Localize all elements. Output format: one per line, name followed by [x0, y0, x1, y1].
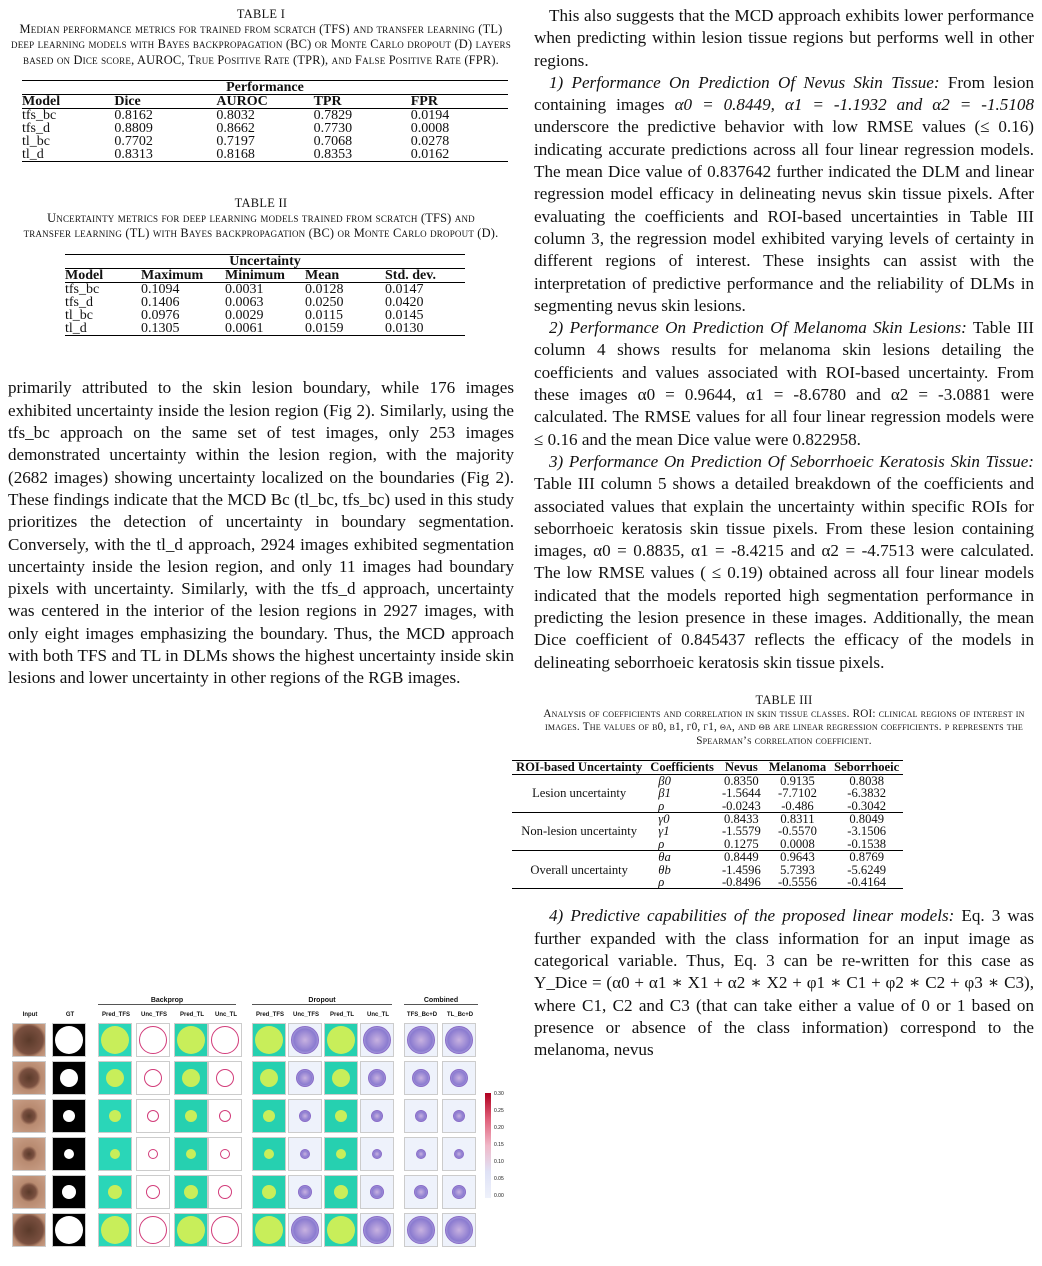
table-cell: -0.5556	[778, 874, 817, 889]
figure-cell-unc	[136, 1137, 170, 1171]
column-header: Dice	[114, 93, 141, 109]
figure-cell-pred	[252, 1175, 286, 1209]
table-cell: 0.7829	[313, 107, 353, 123]
figure-cell-pred	[324, 1099, 358, 1133]
table-cell: tl_d	[22, 146, 44, 162]
table2	[65, 254, 465, 336]
figure-cell-pred	[98, 1137, 132, 1171]
table-cell: 0.8769	[849, 850, 884, 865]
table-cell: 0.0976	[141, 308, 180, 324]
left-body-text: primarily attributed to the skin lesion boundary, while 176 images exhibited uncertainty inside the lesion region (Fig 2). Similarly, using the tfs_bc approach on the same set of test images, only 253 images demonstrated uncertainty within the lesion region, with the majority (2682 images) showing uncertainty localized on the boundaries (Fig 2). These findings indicate that the MCD Bc (tl_bc, tfs_bc) used in this study prioritizes the detection of uncertainty in boundary segmentation. Conversely, with the tl_d approach, 2924 images exhibited segmentation uncertainty inside the lesion region, and only 11 images had boundary pixels with uncertainty. Similarly, with the tfs_d approach, uncertainty was centered in the interior of the lesion regions in 2927 images, with only eight images emphasizing the boundary. Thus, the MCD approach with both TFS and TL in DLMs shows the highest uncertainty inside skin lesions and lower uncertainty in other regions of the RGB images.	[8, 378, 514, 688]
right-para-0: This also suggests that the MCD approach exhibits lower performance when predicting within lesion tissue regions but performs well in other regions.	[534, 6, 1034, 70]
table-row	[22, 135, 508, 148]
figure-group-header: Backprop	[98, 997, 236, 1005]
table-cell: 0.8662	[216, 120, 255, 136]
table-cell: 0.7702	[114, 133, 153, 149]
table-cell: 0.0029	[225, 308, 264, 324]
table-cell: 0.8433	[724, 811, 759, 826]
table-cell: tl_d	[65, 321, 87, 337]
table1-number: TABLE I	[236, 7, 286, 21]
figure-column-label: GT	[65, 1012, 75, 1018]
figure-column-label: Unc_TFS	[292, 1012, 319, 1018]
figure-cell-unc	[136, 1061, 170, 1095]
figure-cell-input	[12, 1061, 46, 1095]
table-cell: 0.8809	[114, 120, 153, 136]
figure-cell-input	[12, 1023, 46, 1057]
figure-cell-gt	[52, 1061, 86, 1095]
figure-cell-uncd	[288, 1099, 322, 1133]
table-cell: -1.5644	[721, 786, 761, 801]
table-cell: tfs_d	[65, 295, 93, 311]
table-cell: ρ	[658, 798, 665, 813]
figure-column-label: Pred_TFS	[101, 1012, 130, 1018]
table-cell: 0.7068	[313, 133, 353, 149]
figure-group-header: Dropout	[252, 997, 392, 1005]
figure-cell-pred	[324, 1061, 358, 1095]
figure-cell-uncd	[404, 1175, 438, 1209]
figure-cell-unc	[208, 1175, 242, 1209]
column-header: ROI-based Uncertainty	[516, 760, 643, 775]
figure-cell-pred	[98, 1175, 132, 1209]
table-row	[512, 774, 903, 787]
figure-column-label: TL_Bc+D	[446, 1012, 474, 1018]
column-header: Model	[22, 93, 61, 109]
figure-column-label: Unc_TFS	[140, 1012, 167, 1018]
table-cell: 0.8350	[724, 773, 759, 788]
table3-caption: Analysis of coefficients and correlation in skin tissue classes. ROI: clinical regions of interest in images. The values of β0, β1, γ0, γ1, θa, and θb are linear regression coefficients. ρ represents the Spearman’s correlation coefficient.	[543, 707, 1025, 747]
table-cell: 0.8162	[114, 107, 153, 123]
figure-cell-unc	[208, 1137, 242, 1171]
table-cell: 0.8168	[216, 146, 255, 162]
table-cell: β0	[658, 773, 671, 788]
column-header: Coefficients	[650, 760, 714, 775]
figure-cell-pred	[324, 1213, 358, 1247]
table-cell: 0.0147	[385, 282, 424, 298]
figure-cell-pred	[174, 1137, 208, 1171]
figure-cell-pred	[174, 1099, 208, 1133]
figure-column-label: Unc_TL	[214, 1012, 237, 1018]
table1	[22, 80, 508, 162]
figure-cell-uncd	[288, 1061, 322, 1095]
table-cell: tfs_d	[22, 120, 50, 136]
table-row	[22, 108, 508, 122]
table-group-header: Performance	[226, 79, 304, 95]
table2-number: TABLE II	[234, 195, 288, 210]
figure-cell-input	[12, 1213, 46, 1247]
figure-cell-uncd	[404, 1137, 438, 1171]
s3-text: Table III column 5 shows a detailed breakdown of the coefficients and associated values that explain the uncertainty within specific ROIs for seborrhoeic keratosis skin tissue pixels. From these lesion containing images, α0 = 0.8835, α1 = -8.4215 and α2 = -4.7513 were calculated. The low RMSE values ( ≤ 0.19) obtained across all four linear models indicated that the models reported high segmentation performance in predicting the lesion presence in these images. Additionally, the mean Dice coefficient of 0.845437 reflects the efficacy of the models in delineating seborrhoeic keratosis skin tissue pixels.	[534, 474, 1034, 672]
table-cell: 0.0194	[410, 107, 450, 123]
table3-number: TABLE III	[755, 692, 813, 707]
table-cell: 0.7730	[313, 120, 353, 136]
table-cell: 0.8313	[114, 146, 153, 162]
figure-cell-unc	[208, 1061, 242, 1095]
figure-cell-uncd	[404, 1099, 438, 1133]
figure-cell-input	[12, 1137, 46, 1171]
figure-cell-pred	[98, 1023, 132, 1057]
left-column	[8, 0, 514, 690]
table-cell: 0.7197	[216, 133, 255, 149]
figure-cell-gt	[52, 1099, 86, 1133]
table-cell: -0.1538	[847, 836, 887, 851]
figure-cell-input	[12, 1099, 46, 1133]
table-cell: θb	[658, 862, 671, 877]
figure-cell-pred	[174, 1213, 208, 1247]
s1-values: α0 = 0.8449, α1 = -1.1932 and α2 = -1.5108	[674, 95, 1034, 115]
figure-column-label: Input	[22, 1012, 38, 1018]
table-cell: -0.8496	[721, 874, 761, 889]
figure-cell-pred	[252, 1099, 286, 1133]
figure-column-label: Pred_TL	[329, 1012, 354, 1018]
table-row	[22, 148, 508, 162]
figure-group-header: Combined	[404, 997, 478, 1005]
table1-caption-block	[8, 7, 514, 68]
table-cell: 0.8032	[216, 107, 255, 123]
figure-column-label: TFS_Bc+D	[406, 1012, 438, 1018]
figure-cell-uncd	[288, 1175, 322, 1209]
figure-cell-pred	[252, 1061, 286, 1095]
table-cell: 0.8049	[849, 811, 884, 826]
column-header: Mean	[305, 268, 340, 284]
figure-cell-pred	[324, 1023, 358, 1057]
figure-cell-uncd	[404, 1061, 438, 1095]
figure-cell-pred	[252, 1213, 286, 1247]
section-2-heading: 2) Performance On Prediction Of Melanoma Skin Lesions:	[549, 318, 967, 338]
column-header: Seborrhoeic	[834, 760, 900, 775]
s1-text-b: underscore the predictive behavior with low RMSE values (≤ 0.16) indicating accurate predictions across all four linear regression models. The mean Dice value of 0.837642 further indicated the DLM and linear regression model efficacy in delineating nevus skin tissue pixels. After evaluating the coefficients and ROI-based uncertainties in Table III column 3, the regression model exhibited varying levels of certainty in different regions of interest. These insights can assist with the interpretation of predictive performance and the reliability of DLMs in segmenting nevus skin lesions.	[534, 117, 1034, 315]
table-cell: 0.9135	[780, 773, 815, 788]
table-cell: 0.0128	[305, 282, 344, 298]
column-header: Maximum	[141, 268, 204, 284]
figure-cell-unc	[208, 1023, 242, 1057]
column-header: AUROC	[216, 93, 268, 109]
figure-cell-gt	[52, 1213, 86, 1247]
table-cell: 0.1094	[141, 282, 180, 298]
table-cell: ρ	[658, 836, 665, 851]
table-cell: 0.1275	[724, 836, 759, 851]
table3	[512, 760, 903, 889]
figure-cell-uncd	[442, 1023, 476, 1057]
column-header: Std. dev.	[385, 268, 436, 284]
figure-cell-gt	[52, 1023, 86, 1057]
table-cell: 0.0115	[305, 308, 343, 324]
table-row	[65, 283, 465, 297]
figure-cell-pred	[174, 1061, 208, 1095]
figure-cell-pred	[174, 1175, 208, 1209]
table-cell: 0.9643	[780, 850, 815, 865]
table-cell: -3.1506	[847, 824, 887, 839]
table-cell: 5.7393	[780, 862, 815, 877]
table-cell: tl_bc	[65, 308, 93, 324]
figure-cell-pred	[98, 1099, 132, 1133]
figure-cell-uncd	[442, 1137, 476, 1171]
table2-caption: Uncertainty metrics for deep learning models trained from scratch (TFS) and transfer learning (TL) with Bayes backpropagation (BC) or Monte Carlo dropout (D).	[23, 211, 499, 241]
figure-cell-uncd	[442, 1175, 476, 1209]
figure-cell-uncd	[360, 1023, 394, 1057]
table-cell: 0.0008	[780, 836, 815, 851]
table3-caption-block	[534, 694, 1034, 748]
section-1-heading: 1) Performance On Prediction Of Nevus Skin Tissue:	[549, 72, 940, 92]
table-cell: 0.0145	[385, 308, 424, 324]
table-row	[22, 122, 508, 135]
figure-cell-pred	[252, 1023, 286, 1057]
table-row	[512, 851, 903, 864]
table-cell: 0.0250	[305, 295, 344, 311]
table-cell: 0.0031	[225, 282, 264, 298]
table-cell: ρ	[658, 874, 665, 889]
figure-cell-uncd	[404, 1023, 438, 1057]
section-4-heading: 4) Predictive capabilities of the proposed linear models:	[549, 906, 955, 926]
right-para-3	[534, 451, 1034, 674]
figure-cell-unc	[208, 1099, 242, 1133]
colorbar-tick-label: 0.20	[494, 1125, 504, 1131]
table-cell: tl_bc	[22, 133, 50, 149]
colorbar-tick-label: 0.00	[494, 1193, 504, 1199]
table-cell: -0.486	[781, 798, 814, 813]
table-cell: -5.6249	[847, 862, 887, 877]
figure-cell-pred	[324, 1175, 358, 1209]
figure-cell-uncd	[442, 1099, 476, 1133]
roi-group-label: Non-lesion uncertainty	[521, 824, 638, 839]
figure-cell-uncd	[404, 1213, 438, 1247]
right-para-2	[534, 317, 1034, 451]
figure-2	[12, 993, 512, 1255]
table1-caption: Median performance metrics for trained from scratch (TFS) and transfer learning (TL) deep learning models with Bayes backpropagation (BC) or Monte Carlo dropout (D) layers based on Dice score, AUROC, True Positive Rate (TPR), and False Positive Rate (FPR).	[11, 22, 511, 67]
figure-cell-uncd	[360, 1175, 394, 1209]
figure-cell-uncd	[360, 1137, 394, 1171]
figure-cell-uncd	[360, 1099, 394, 1133]
table-cell: θa	[658, 850, 671, 865]
figure-cell-input	[12, 1175, 46, 1209]
roi-group-label: Overall uncertainty	[530, 862, 628, 877]
table-cell: 0.8038	[849, 773, 884, 788]
right-para-1	[534, 72, 1034, 317]
figure-cell-gt	[52, 1175, 86, 1209]
table-cell: 0.8449	[724, 850, 759, 865]
table-cell: 0.8353	[313, 146, 353, 162]
figure-cell-uncd	[360, 1061, 394, 1095]
table-cell: 0.1406	[141, 295, 180, 311]
figure-cell-pred	[174, 1023, 208, 1057]
figure-cell-pred	[98, 1061, 132, 1095]
table-cell: tfs_bc	[22, 107, 57, 123]
table-cell: -0.0243	[721, 798, 761, 813]
table-cell: β1	[658, 786, 671, 801]
figure-cell-unc	[136, 1023, 170, 1057]
figure-cell-pred	[324, 1137, 358, 1171]
column-header: Minimum	[225, 268, 285, 284]
section-3-heading: 3) Performance On Prediction Of Seborrhoeic Keratosis Skin Tissue:	[549, 451, 1034, 471]
table-cell: -1.4596	[721, 862, 761, 877]
figure-column-label: Pred_TFS	[255, 1012, 284, 1018]
table-group-header: Uncertainty	[229, 254, 301, 270]
table-cell: 0.0130	[385, 321, 424, 337]
figure-cell-uncd	[442, 1061, 476, 1095]
table-cell: 0.0278	[410, 133, 450, 149]
figure-cell-unc	[136, 1175, 170, 1209]
table-cell: -0.5570	[778, 824, 817, 839]
column-header: FPR	[410, 93, 438, 109]
figure-cell-gt	[52, 1137, 86, 1171]
roi-group-label: Lesion uncertainty	[532, 786, 627, 801]
table-cell: 0.8311	[780, 811, 815, 826]
figure-column-label: Unc_TL	[366, 1012, 389, 1018]
table-cell: -7.7102	[778, 786, 817, 801]
column-header: Melanoma	[768, 760, 827, 775]
colorbar-tick-label: 0.25	[494, 1108, 504, 1114]
column-header: Model	[65, 268, 104, 284]
right-column	[516, 0, 1034, 1061]
table2-caption-block	[8, 196, 514, 242]
table-cell: γ0	[658, 811, 670, 826]
s2-text: Table III column 4 shows results for melanoma skin lesions detailing the coefficients and values associated with ROI-based uncertainty. From these images α0 = 0.9644, α1 = -8.6780 and α2 = -3.0881 were calculated. The RMSE values for all four linear regression models were ≤ 0.16 and the mean Dice value were 0.822958.	[534, 318, 1034, 449]
column-header: TPR	[313, 93, 342, 109]
table-cell: γ1	[658, 824, 670, 839]
figure-cell-uncd	[360, 1213, 394, 1247]
figure-cell-uncd	[288, 1023, 322, 1057]
colorbar-tick-label: 0.30	[494, 1091, 504, 1097]
right-para-4	[534, 905, 1034, 1061]
figure-cell-unc	[136, 1213, 170, 1247]
table-cell: 0.0061	[225, 321, 264, 337]
table-cell: 0.0159	[305, 321, 344, 337]
s4-text: Eq. 3 was further expanded with the class information for an input image as categorical variable. Thus, Eq. 3 can be re-written for this case as Y_Dice = (α0 + α1 ∗ X1 + α2 ∗ X2 + φ1 ∗ C1 + φ2 ∗ C2 + φ3 ∗ C3), where C1, C2 and C3 (that can take either a value of 0 or 1 based on presence or absence of the class information) correspond to the melanoma, nevus	[534, 906, 1034, 1060]
table-row	[512, 812, 903, 825]
table-cell: -0.4164	[847, 874, 887, 889]
colorbar-tick-label: 0.05	[494, 1176, 504, 1182]
table-cell: 0.0162	[410, 146, 450, 162]
figure-cell-uncd	[288, 1213, 322, 1247]
column-header: Nevus	[724, 760, 758, 775]
figure-cell-unc	[136, 1099, 170, 1133]
figure-column-label: Pred_TL	[179, 1012, 204, 1018]
table-cell: 0.0063	[225, 295, 264, 311]
table-cell: -0.3042	[847, 798, 887, 813]
colorbar	[485, 1093, 491, 1198]
table-cell: 0.0008	[410, 120, 450, 136]
figure-cell-uncd	[442, 1213, 476, 1247]
figure-cell-uncd	[288, 1137, 322, 1171]
table-cell: -6.3832	[847, 786, 887, 801]
table-row	[65, 322, 465, 336]
colorbar-tick-label: 0.10	[494, 1159, 504, 1165]
table-cell: tfs_bc	[65, 282, 100, 298]
colorbar-tick-label: 0.15	[494, 1142, 504, 1148]
figure-cell-pred	[98, 1213, 132, 1247]
table-cell: 0.1305	[141, 321, 180, 337]
table-cell: 0.0420	[385, 295, 424, 311]
table-cell: -1.5579	[721, 824, 761, 839]
figure-cell-unc	[208, 1213, 242, 1247]
s1-text-a: From lesion containing images	[534, 72, 1034, 115]
figure-cell-pred	[252, 1137, 286, 1171]
